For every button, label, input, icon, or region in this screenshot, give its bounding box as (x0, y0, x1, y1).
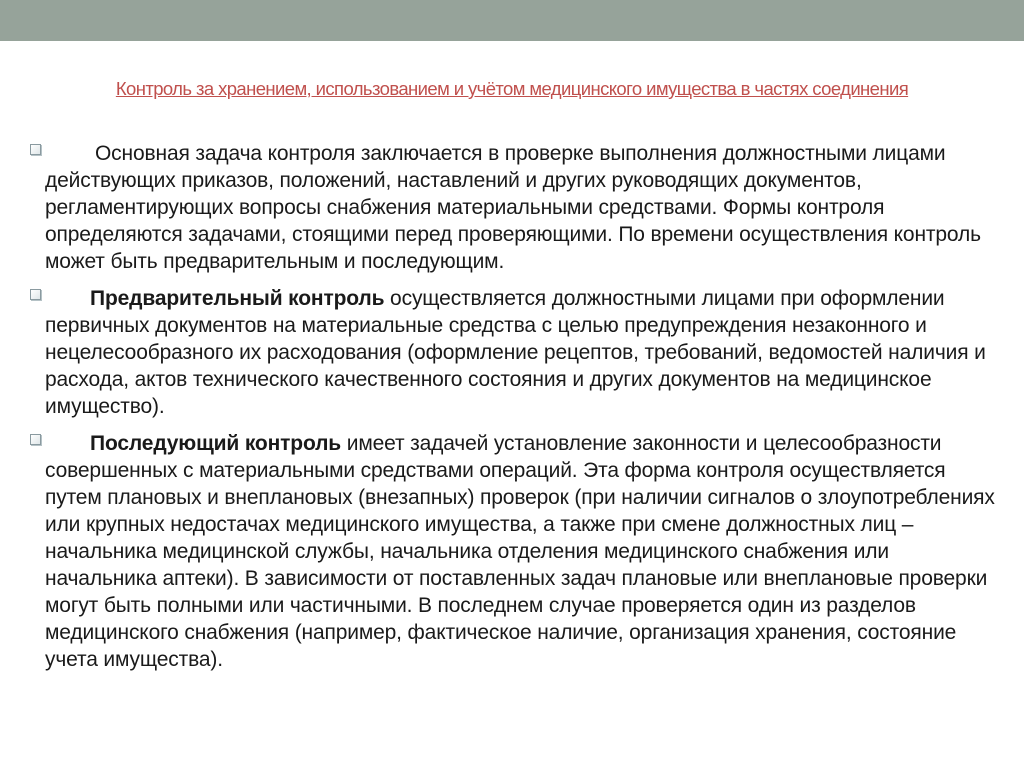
bullet-term: Последующий контроль (90, 432, 342, 455)
bullet-text: осуществляется должностными лицами при оформлении первичных документов на материальные средства с целью предупреждения незаконного и нецелесообразного их расходования (оформление рецептов, требований, ведомостей наличия и расхода, актов технического качественного состояния и других документов на медицинское имущество). (45, 287, 986, 418)
slide-title: Контроль за хранением, использованием и учётом медицинского имущества в частях соединения (115, 78, 909, 99)
bullet-subsequent-control (28, 430, 998, 673)
bullet-text: имеет задачей установление законности и целесообразности совершенных с материальными средствами операций. Эта форма контроля осуществляется путем плановых и внеплановых (внезапных) проверок (при наличии сигналов о злоупотреблениях или крупных недостачах медицинского имущества, а также при смене должностных лиц – начальника медицинской службы, начальника отделения медицинского снабжения или начальника аптеки). В зависимости от поставленных задач плановые или внеплановые проверки могут быть полными или частичными. В последнем случае проверяется один из разделов медицинского снабжения (например, фактическое наличие, организация хранения, состояние учета имущества). (45, 432, 995, 671)
slide-body (28, 140, 998, 673)
square-bullet-icon (30, 434, 41, 445)
bullet-main-task (28, 140, 998, 275)
bullet-term: Предварительный контроль (90, 287, 385, 310)
square-bullet-icon (30, 289, 41, 300)
square-bullet-icon (30, 144, 41, 155)
top-band (0, 0, 1024, 41)
bullet-preliminary-control (28, 285, 998, 420)
bullet-text: Основная задача контроля заключается в проверке выполнения должностными лицами действующих приказов, положений, наставлений и других руководящих документов, регламентирующих вопросы снабжения материальными средствами. Формы контроля определяются задачами, стоящими перед проверяющими. По времени осуществления контроль может быть предварительным и последующим. (45, 142, 981, 273)
